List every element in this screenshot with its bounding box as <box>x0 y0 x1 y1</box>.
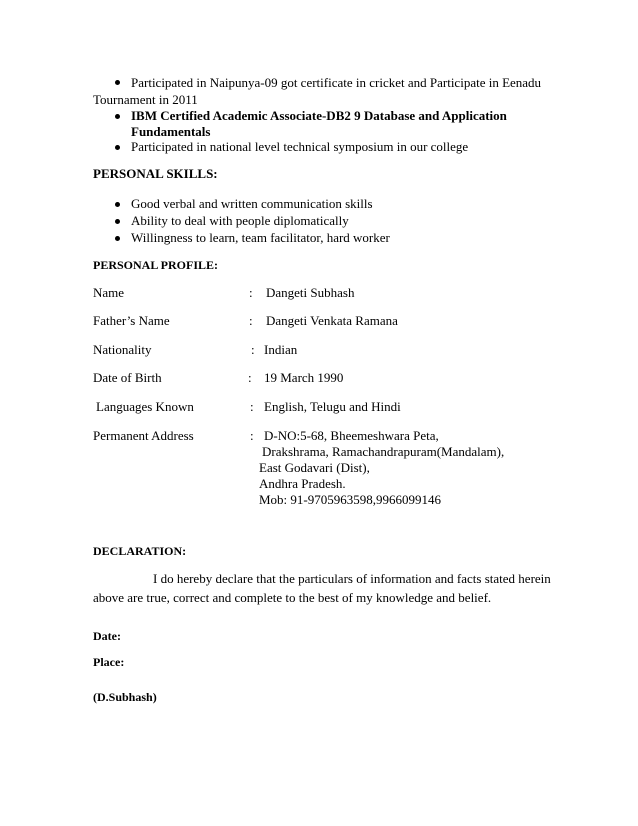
profile-separator: : <box>248 370 252 385</box>
bullet-icon <box>115 80 120 85</box>
skill-item: Ability to deal with people diplomatically <box>131 213 349 228</box>
profile-label-address: Permanent Address <box>93 428 194 443</box>
profile-value-nationality: Indian <box>264 342 298 357</box>
address-line: East Godavari (Dist), <box>259 460 370 475</box>
bullet-icon <box>115 202 120 207</box>
bullet-icon <box>115 236 120 241</box>
profile-label-languages: Languages Known <box>96 399 194 414</box>
achievement-item-2-line-1: IBM Certified Academic Associate-DB2 9 Database and Application <box>131 108 507 123</box>
achievement-item-1-line-2: Tournament in 2011 <box>93 92 198 107</box>
address-line: Drakshrama, Ramachandrapuram(Mandalam), <box>262 444 505 459</box>
profile-value-fathers-name: Dangeti Venkata Ramana <box>266 313 398 328</box>
profile-value-languages: English, Telugu and Hindi <box>264 399 401 414</box>
personal-skills-heading: PERSONAL SKILLS: <box>93 166 218 181</box>
declaration-heading: DECLARATION: <box>93 544 187 558</box>
personal-profile-heading: PERSONAL PROFILE: <box>93 258 219 272</box>
skill-item: Good verbal and written communication skills <box>131 196 373 211</box>
profile-separator: : <box>250 399 254 414</box>
profile-label-fathers-name: Father’s Name <box>93 313 170 328</box>
bullet-icon <box>115 114 120 119</box>
profile-label-nationality: Nationality <box>93 342 152 357</box>
profile-separator: : <box>250 428 254 443</box>
skill-item: Willingness to learn, team facilitator, hard worker <box>131 230 390 245</box>
bullet-icon <box>115 219 120 224</box>
declaration-text-line-1: I do hereby declare that the particulars of information and facts stated herein <box>153 571 551 586</box>
profile-value-address: D-NO:5-68, Bheemeshwara Peta, <box>264 428 439 443</box>
profile-separator: : <box>249 313 253 328</box>
address-line: Andhra Pradesh. <box>259 476 346 491</box>
achievement-item-3: Participated in national level technical symposium in our college <box>131 139 469 154</box>
profile-label-name: Name <box>93 285 125 300</box>
bullet-icon <box>115 145 120 150</box>
profile-separator: : <box>251 342 255 357</box>
achievement-item-1-line-1: Participated in Naipunya-09 got certificate in cricket and Participate in Eenadu <box>131 75 542 90</box>
achievement-item-2-line-2: Fundamentals <box>131 124 211 139</box>
address-line: Mob: 91-9705963598,9966099146 <box>259 492 441 507</box>
profile-value-date-of-birth: 19 March 1990 <box>264 370 344 385</box>
profile-separator: : <box>249 285 253 300</box>
date-label: Date: <box>93 629 121 643</box>
place-label: Place: <box>93 655 125 669</box>
declaration-text-line-2: above are true, correct and complete to the best of my knowledge and belief. <box>93 590 492 605</box>
profile-label-date-of-birth: Date of Birth <box>93 370 162 385</box>
profile-value-name: Dangeti Subhash <box>266 285 355 300</box>
signature: (D.Subhash) <box>93 690 157 704</box>
